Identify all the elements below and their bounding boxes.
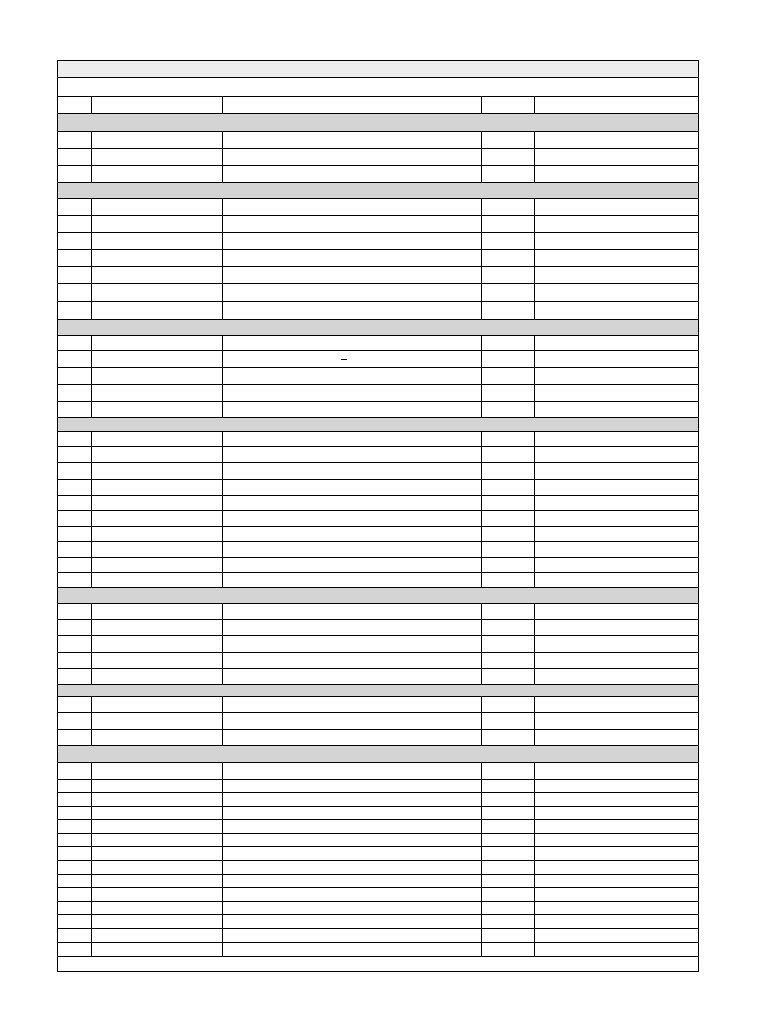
column-divider: [222, 943, 223, 956]
column-divider: [481, 807, 482, 819]
table-row: [58, 302, 698, 320]
table-row: [58, 620, 698, 636]
table-row: [58, 669, 698, 685]
column-divider: [481, 697, 482, 712]
spreadsheet-grid: [57, 60, 699, 972]
column-divider: [222, 402, 223, 417]
column-divider: [222, 511, 223, 526]
column-divider: [222, 336, 223, 350]
table-row: [58, 713, 698, 730]
column-divider: [534, 915, 535, 928]
title-row: [58, 61, 698, 78]
column-divider: [534, 558, 535, 572]
table-row: [58, 902, 698, 915]
column-divider: [481, 216, 482, 232]
column-divider: [481, 302, 482, 319]
column-divider: [481, 97, 482, 113]
column-divider: [481, 336, 482, 350]
column-divider: [91, 336, 92, 350]
column-divider: [222, 558, 223, 572]
column-divider: [222, 730, 223, 745]
column-divider: [534, 807, 535, 819]
section-header: [58, 320, 698, 336]
column-divider: [534, 573, 535, 587]
table-row: [58, 149, 698, 166]
subtitle-row: [58, 78, 698, 97]
column-divider: [481, 780, 482, 792]
column-divider: [222, 216, 223, 232]
column-divider: [222, 573, 223, 587]
column-divider: [481, 861, 482, 874]
column-divider: [91, 199, 92, 215]
column-divider: [91, 432, 92, 446]
column-divider: [91, 233, 92, 249]
column-divider: [534, 480, 535, 495]
column-divider: [91, 730, 92, 745]
dash-mark: [341, 359, 347, 360]
column-divider: [91, 351, 92, 367]
section-heading-text: [58, 418, 698, 422]
column-divider: [222, 713, 223, 729]
column-divider: [481, 793, 482, 806]
column-divider: [91, 511, 92, 526]
column-divider: [222, 496, 223, 510]
column-divider: [534, 149, 535, 165]
column-divider: [481, 284, 482, 301]
table-row: [58, 875, 698, 888]
column-divider: [534, 463, 535, 479]
column-divider: [222, 463, 223, 479]
table-row: [58, 463, 698, 480]
column-divider: [222, 636, 223, 652]
column-divider: [481, 875, 482, 887]
table-row: [58, 820, 698, 834]
column-divider: [534, 302, 535, 319]
table-row: [58, 847, 698, 861]
table-row: [58, 763, 698, 780]
column-divider: [91, 915, 92, 928]
table-row: [58, 385, 698, 402]
column-divider: [91, 480, 92, 495]
table-row: [58, 527, 698, 542]
section-heading-text: [58, 183, 698, 187]
column-divider: [91, 620, 92, 635]
section-header: [58, 746, 698, 763]
column-divider: [222, 861, 223, 874]
table-row: [58, 496, 698, 511]
column-divider: [91, 669, 92, 684]
column-divider: [534, 713, 535, 729]
column-divider: [534, 542, 535, 557]
column-divider: [222, 447, 223, 462]
table-row: [58, 250, 698, 267]
column-divider: [481, 763, 482, 779]
column-divider: [534, 780, 535, 792]
column-divider: [481, 943, 482, 956]
table-row: [58, 915, 698, 929]
column-divider: [534, 132, 535, 148]
column-divider: [481, 542, 482, 557]
column-divider: [222, 480, 223, 495]
column-divider: [222, 527, 223, 541]
column-divider: [481, 149, 482, 165]
column-divider: [481, 496, 482, 510]
column-divider: [481, 511, 482, 526]
column-divider: [91, 875, 92, 887]
column-divider: [481, 834, 482, 846]
column-divider: [481, 368, 482, 384]
column-divider: [481, 653, 482, 668]
column-divider: [91, 847, 92, 860]
column-divider: [222, 669, 223, 684]
column-divider: [534, 351, 535, 367]
column-divider: [222, 604, 223, 619]
column-divider: [91, 834, 92, 846]
column-divider: [91, 463, 92, 479]
column-divider: [481, 267, 482, 283]
column-divider: [91, 558, 92, 572]
table-row: [58, 511, 698, 527]
column-divider: [481, 669, 482, 684]
table-row: [58, 402, 698, 418]
column-divider: [481, 713, 482, 729]
table-row: [58, 697, 698, 713]
column-divider: [534, 250, 535, 266]
column-divider: [91, 793, 92, 806]
column-divider: [534, 511, 535, 526]
table-row: [58, 861, 698, 875]
column-divider: [222, 807, 223, 819]
column-divider: [534, 861, 535, 874]
table-row: [58, 780, 698, 793]
table-row: [58, 233, 698, 250]
column-divider: [222, 780, 223, 792]
column-divider: [534, 653, 535, 668]
column-divider: [534, 97, 535, 113]
column-divider: [481, 929, 482, 942]
column-divider: [91, 527, 92, 541]
column-divider: [534, 166, 535, 182]
column-header-row: [58, 97, 698, 114]
column-divider: [222, 834, 223, 846]
column-divider: [91, 132, 92, 148]
column-divider: [534, 336, 535, 350]
column-divider: [222, 368, 223, 384]
section-header: [58, 418, 698, 432]
column-divider: [91, 697, 92, 712]
column-divider: [534, 199, 535, 215]
column-divider: [222, 763, 223, 779]
column-divider: [534, 385, 535, 401]
column-divider: [481, 402, 482, 417]
column-divider: [534, 763, 535, 779]
column-divider: [91, 573, 92, 587]
table-row: [58, 351, 698, 368]
column-divider: [534, 368, 535, 384]
column-divider: [222, 149, 223, 165]
table-row: [58, 480, 698, 496]
column-divider: [91, 902, 92, 914]
column-divider: [91, 943, 92, 956]
table-row: [58, 284, 698, 302]
table-row: [58, 730, 698, 746]
column-divider: [534, 793, 535, 806]
column-divider: [481, 250, 482, 266]
column-divider: [534, 636, 535, 652]
column-divider: [534, 447, 535, 462]
column-divider: [222, 542, 223, 557]
column-divider: [91, 929, 92, 942]
column-divider: [222, 653, 223, 668]
table-row: [58, 834, 698, 847]
column-divider: [91, 780, 92, 792]
column-divider: [481, 730, 482, 745]
column-divider: [222, 902, 223, 914]
column-divider: [222, 97, 223, 113]
column-divider: [534, 697, 535, 712]
column-divider: [91, 496, 92, 510]
column-divider: [91, 653, 92, 668]
table-row: [58, 888, 698, 902]
column-divider: [534, 730, 535, 745]
column-divider: [91, 97, 92, 113]
column-divider: [91, 302, 92, 319]
column-divider: [91, 542, 92, 557]
column-divider: [91, 250, 92, 266]
column-divider: [534, 847, 535, 860]
column-divider: [481, 636, 482, 652]
column-divider: [222, 697, 223, 712]
column-divider: [222, 351, 223, 367]
column-divider: [222, 793, 223, 806]
column-divider: [222, 847, 223, 860]
column-divider: [222, 432, 223, 446]
table-row: [58, 929, 698, 943]
section-header: [58, 685, 698, 697]
column-divider: [481, 558, 482, 572]
column-divider: [534, 527, 535, 541]
column-divider: [534, 402, 535, 417]
table-row: [58, 132, 698, 149]
column-divider: [91, 149, 92, 165]
table-row: [58, 432, 698, 447]
table-row: [58, 166, 698, 183]
column-divider: [481, 573, 482, 587]
column-divider: [91, 402, 92, 417]
column-divider: [91, 604, 92, 619]
column-divider: [481, 480, 482, 495]
column-divider: [534, 834, 535, 846]
column-divider: [534, 267, 535, 283]
table-row: [58, 604, 698, 620]
column-divider: [534, 604, 535, 619]
column-divider: [534, 820, 535, 833]
column-divider: [481, 820, 482, 833]
section-heading-text: [58, 320, 698, 324]
column-divider: [534, 902, 535, 914]
column-divider: [534, 669, 535, 684]
column-divider: [91, 368, 92, 384]
column-divider: [91, 636, 92, 652]
table-row: [58, 447, 698, 463]
column-divider: [534, 943, 535, 956]
table-row: [58, 542, 698, 558]
section-header: [58, 114, 698, 132]
column-divider: [222, 915, 223, 928]
column-divider: [481, 902, 482, 914]
column-divider: [481, 888, 482, 901]
column-divider: [91, 166, 92, 182]
column-divider: [534, 875, 535, 887]
column-divider: [481, 463, 482, 479]
section-header: [58, 588, 698, 604]
column-divider: [481, 166, 482, 182]
column-divider: [91, 807, 92, 819]
column-divider: [91, 267, 92, 283]
column-divider: [91, 763, 92, 779]
column-divider: [534, 432, 535, 446]
table-row: [58, 267, 698, 284]
column-divider: [481, 604, 482, 619]
column-divider: [534, 496, 535, 510]
section-heading-text: [58, 685, 698, 689]
column-divider: [481, 351, 482, 367]
column-divider: [91, 447, 92, 462]
column-divider: [91, 284, 92, 301]
table-row: [58, 199, 698, 216]
table-row: [58, 368, 698, 385]
column-divider: [481, 447, 482, 462]
column-divider: [91, 713, 92, 729]
column-divider: [222, 385, 223, 401]
section-header: [58, 183, 698, 199]
column-divider: [481, 199, 482, 215]
column-divider: [222, 302, 223, 319]
column-divider: [222, 875, 223, 887]
section-heading-text: [58, 588, 698, 592]
column-divider: [222, 132, 223, 148]
table-row: [58, 807, 698, 820]
column-divider: [481, 233, 482, 249]
column-divider: [222, 199, 223, 215]
column-divider: [481, 915, 482, 928]
column-divider: [534, 888, 535, 901]
column-divider: [222, 250, 223, 266]
table-row: [58, 636, 698, 653]
column-divider: [91, 861, 92, 874]
column-divider: [222, 233, 223, 249]
column-divider: [534, 284, 535, 301]
column-divider: [481, 527, 482, 541]
column-divider: [222, 267, 223, 283]
table-row: [58, 216, 698, 233]
column-divider: [481, 620, 482, 635]
column-divider: [222, 166, 223, 182]
column-divider: [222, 929, 223, 942]
column-divider: [222, 820, 223, 833]
table-row: [58, 336, 698, 351]
table-row: [58, 943, 698, 957]
column-divider: [222, 888, 223, 901]
column-divider: [534, 620, 535, 635]
section-heading-text: [58, 746, 698, 750]
column-divider: [481, 385, 482, 401]
column-divider: [481, 132, 482, 148]
column-divider: [534, 929, 535, 942]
table-row: [58, 558, 698, 573]
column-divider: [91, 216, 92, 232]
table-row: [58, 653, 698, 669]
column-divider: [222, 620, 223, 635]
section-heading-text: [58, 114, 698, 118]
column-divider: [534, 233, 535, 249]
column-divider: [222, 284, 223, 301]
table-row: [58, 793, 698, 807]
column-divider: [481, 847, 482, 860]
column-divider: [91, 820, 92, 833]
column-divider: [91, 385, 92, 401]
column-divider: [481, 432, 482, 446]
table-row: [58, 573, 698, 588]
column-divider: [91, 888, 92, 901]
column-divider: [534, 216, 535, 232]
